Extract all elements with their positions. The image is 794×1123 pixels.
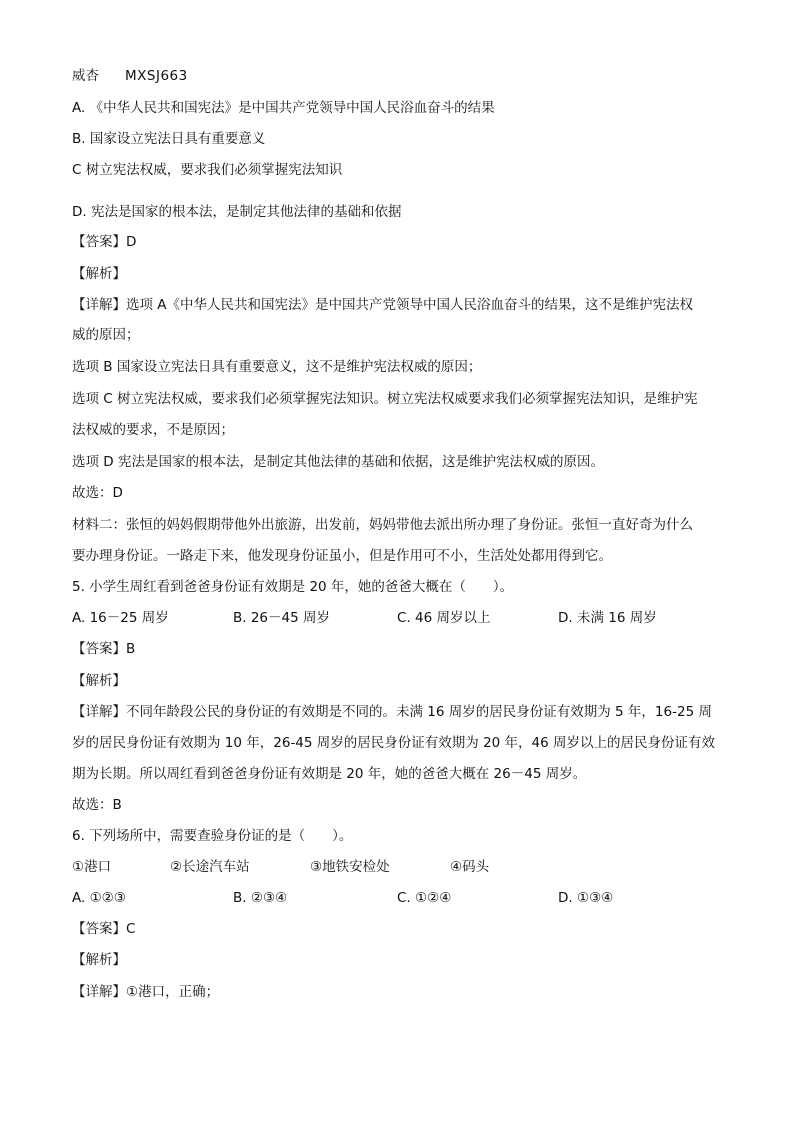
q4-detail-line: 【详解】选项 A《中华人民共和国宪法》是中国共产党领导中国人民浴血奋斗的结果，这不是维护宪法权 xyxy=(72,297,694,313)
q4-analysis-heading: 【解析】 xyxy=(72,266,126,282)
q6-option-a: A. ①②③ xyxy=(72,890,126,906)
q5-detail-line: 【详解】不同年龄段公民的身份证的有效期是不同的。未满 16 周岁的居民身份证有效期为 5 年，16-25 周 xyxy=(72,704,712,720)
q4-option-c: C 树立宪法权威，要求我们必须掌握宪法知识 xyxy=(72,162,343,178)
q5-option-a: A. 16－25 周岁 xyxy=(72,610,169,626)
q4-option-d: D. 宪法是国家的根本法，是制定其他法律的基础和依据 xyxy=(72,204,402,220)
q5-option-c: C. 46 周岁以上 xyxy=(397,610,491,626)
page-header xyxy=(72,66,732,86)
q5-analysis-heading: 【解析】 xyxy=(72,673,126,689)
q4-detail-line: 法权威的要求，不是原因； xyxy=(72,422,234,438)
q5-answer: 【答案】B xyxy=(72,641,136,657)
q6-detail-line: 【详解】①港口，正确； xyxy=(72,984,220,1000)
q6-stem: 6. 下列场所中，需要查验身份证的是（ ）。 xyxy=(72,828,353,844)
q4-choice: 故选：D xyxy=(72,485,123,501)
q4-option-a: A. 《中华人民共和国宪法》是中国共产党领导中国人民浴血奋斗的结果 xyxy=(72,100,495,116)
header-left: 威杏 xyxy=(72,68,99,84)
q5-option-d: D. 未满 16 周岁 xyxy=(558,610,657,626)
q4-option-b: B. 国家设立宪法日具有重要意义 xyxy=(72,131,266,147)
q6-options xyxy=(72,888,732,908)
q4-detail-line: 选项 B 国家设立宪法日具有重要意义，这不是维护宪法权威的原因； xyxy=(72,359,482,375)
q6-option-c: C. ①②④ xyxy=(397,890,452,906)
q4-detail-line: 选项 D 宪法是国家的根本法，是制定其他法律的基础和依据，这是维护宪法权威的原因。 xyxy=(72,454,604,470)
material-two-line: 要办理身份证。一路走下来，他发现身份证虽小，但是作用可不小，生活处处都用得到它。 xyxy=(72,548,612,564)
q5-choice: 故选：B xyxy=(72,797,122,813)
q6-item: ②长途汽车站 xyxy=(170,859,250,875)
q5-stem: 5. 小学生周红看到爸爸身份证有效期是 20 年，她的爸爸大概在（ ）。 xyxy=(72,579,514,595)
q6-item: ①港口 xyxy=(72,859,112,875)
material-two-line: 材料二：张恒的妈妈假期带他外出旅游，出发前，妈妈带他去派出所办理了身份证。张恒一直好奇为什么 xyxy=(72,517,693,533)
q4-detail-line: 选项 C 树立宪法权威，要求我们必须掌握宪法知识。树立宪法权威要求我们必须掌握宪法知识，是维护宪 xyxy=(72,391,698,407)
q6-option-b: B. ②③④ xyxy=(233,890,288,906)
q4-detail-line: 威的原因； xyxy=(72,327,140,343)
q6-item: ③地铁安检处 xyxy=(310,859,390,875)
q6-option-d: D. ①③④ xyxy=(558,890,614,906)
q5-detail-line: 期为长期。所以周红看到爸爸身份证有效期是 20 年，她的爸爸大概在 26－45 周岁。 xyxy=(72,766,587,782)
q5-options xyxy=(72,608,732,628)
header-code: MXSJ663 xyxy=(125,68,188,84)
q6-analysis-heading: 【解析】 xyxy=(72,952,126,968)
q4-answer: 【答案】D xyxy=(72,234,137,250)
q5-option-b: B. 26－45 周岁 xyxy=(233,610,330,626)
q5-detail-line: 岁的居民身份证有效期为 10 年，26-45 周岁的居民身份证有效期为 20 年，46 周岁以上的居民身份证有效 xyxy=(72,735,716,751)
q6-answer: 【答案】C xyxy=(72,921,136,937)
q6-items xyxy=(72,857,732,877)
q6-item: ④码头 xyxy=(450,859,490,875)
